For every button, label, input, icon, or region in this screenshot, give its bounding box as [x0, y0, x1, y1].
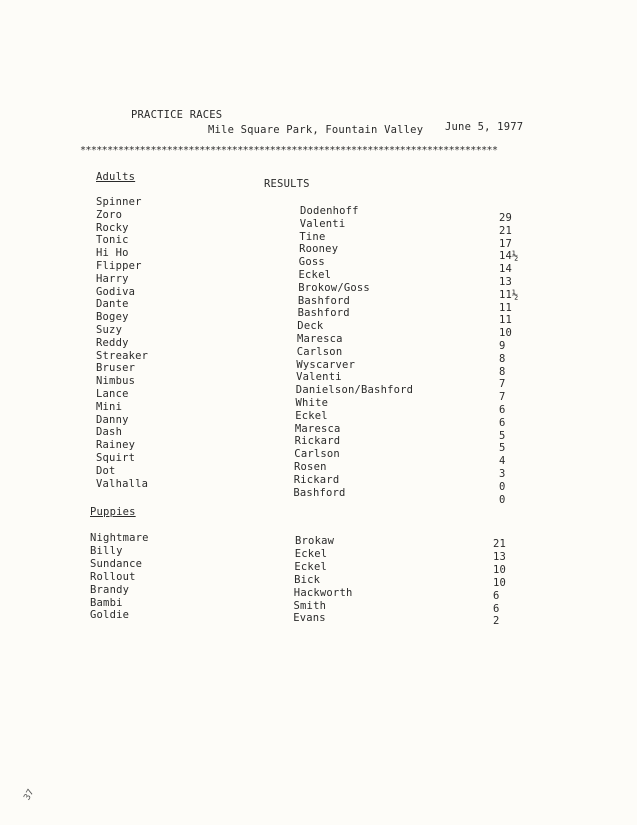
entry-score: 10	[493, 563, 507, 576]
entry-name: Dot	[96, 464, 116, 477]
entry-owner: Bashford	[297, 307, 350, 320]
date-line: June 5, 1977	[445, 121, 524, 133]
corner-page-mark: 37	[22, 787, 37, 803]
entry-name: Nightmare	[90, 532, 149, 544]
entry-score: 7	[499, 391, 506, 404]
entry-score: 17	[499, 237, 513, 250]
entry-name: Tonic	[96, 234, 129, 247]
entry-score: 8	[499, 352, 506, 365]
entry-owner: Dodenhoff	[300, 205, 359, 217]
entry-name: Godiva	[96, 285, 136, 298]
adults-heading: Adults	[96, 171, 136, 183]
entry-owner: Eckel	[294, 560, 327, 573]
entry-score: 5	[499, 442, 506, 455]
entry-score: 8	[499, 365, 506, 378]
entry-owner: Wyscarver	[296, 358, 356, 371]
entry-score: 3	[499, 468, 506, 480]
entry-owner: Rosen	[294, 461, 327, 473]
entry-name: Rainey	[96, 439, 136, 452]
entry-score: 9	[499, 340, 506, 352]
entry-name: Nimbus	[96, 375, 136, 388]
entry-score: 0	[499, 493, 506, 506]
entry-score: 6	[493, 602, 500, 615]
entry-name: Flipper	[96, 260, 142, 272]
entry-owner: Bashford	[297, 294, 351, 307]
entry-name: Squirt	[96, 452, 136, 464]
location-line: Mile Square Park, Fountain Valley	[208, 124, 424, 136]
entry-name: Suzy	[96, 324, 123, 336]
entry-score: 14	[499, 263, 513, 276]
entry-name: Streaker	[96, 349, 149, 362]
entry-score: 11	[499, 301, 513, 314]
entry-score: 2	[493, 615, 500, 628]
puppies-heading: Puppies	[90, 506, 136, 518]
entry-name: Harry	[96, 272, 129, 285]
entry-owner: Bick	[294, 573, 321, 586]
entry-score: 11	[499, 314, 513, 327]
entry-owner: Carlson	[296, 345, 343, 358]
entry-score: 6	[499, 416, 506, 429]
entry-score: 6	[499, 404, 506, 416]
entry-score: 21	[499, 224, 513, 237]
entry-name: Brandy	[90, 583, 130, 596]
entry-score: 6	[493, 589, 500, 602]
entry-owner: Maresca	[294, 422, 341, 435]
entry-score: 14½	[499, 250, 519, 263]
entry-owner: Eckel	[298, 269, 332, 281]
entry-name: Valhalla	[96, 477, 149, 490]
entry-owner: Rickard	[293, 473, 340, 486]
entry-score: 11½	[499, 288, 519, 301]
entry-score: 29	[499, 212, 513, 224]
entry-owner: Hackworth	[293, 586, 353, 599]
entry-owner: Carlson	[294, 448, 340, 461]
entry-name: Bruser	[96, 362, 136, 375]
entry-name: Mini	[96, 400, 123, 413]
entry-score: 21	[493, 538, 507, 550]
entry-owner: Valenti	[296, 371, 342, 384]
results-heading: RESULTS	[264, 178, 310, 190]
entry-name: Rocky	[96, 221, 129, 234]
practice-races-title: PRACTICE RACES	[131, 109, 223, 121]
entry-owner: Danielson/Bashford	[295, 384, 414, 397]
entry-owner: Brokow/Goss	[298, 281, 370, 294]
entry-owner: Deck	[297, 320, 324, 333]
entry-name: Zoro	[96, 208, 123, 221]
entry-owner: Valenti	[299, 217, 346, 230]
entry-owner: White	[295, 397, 329, 409]
entry-owner: Rooney	[299, 243, 339, 256]
entry-score: 5	[499, 429, 506, 442]
entry-name: Reddy	[96, 336, 129, 349]
entry-owner: Maresca	[297, 333, 343, 345]
entry-name: Bambi	[90, 596, 123, 609]
entry-score: 10	[499, 327, 513, 340]
entry-name: Danny	[96, 413, 129, 426]
entry-owner: Brokaw	[295, 535, 335, 547]
entry-name: Dash	[96, 426, 123, 439]
entry-score: 0	[499, 480, 506, 493]
entry-name: Rollout	[90, 570, 136, 583]
entry-name: Bogey	[96, 311, 129, 324]
entry-score: 7	[499, 378, 506, 391]
entry-name: Hi Ho	[96, 247, 129, 260]
entry-owner: Eckel	[295, 409, 328, 422]
entry-score: 4	[499, 455, 506, 468]
entry-score: 13	[493, 550, 507, 563]
entry-owner: Tine	[299, 230, 326, 243]
entry-score: 10	[493, 576, 507, 589]
entry-name: Dante	[96, 298, 129, 311]
entry-name: Sundance	[90, 557, 143, 570]
entry-name: Spinner	[96, 196, 142, 208]
entry-name: Lance	[96, 388, 129, 400]
entry-score: 13	[499, 276, 513, 288]
entry-owner: Rickard	[294, 435, 341, 448]
entry-name: Billy	[90, 544, 123, 557]
entry-owner: Evans	[293, 612, 326, 625]
entry-name: Goldie	[90, 609, 130, 622]
separator-line: *****************************************************************************	[80, 145, 498, 156]
entry-owner: Goss	[298, 256, 325, 269]
entry-owner: Smith	[293, 599, 327, 612]
entry-owner: Bashford	[293, 486, 346, 499]
entry-owner: Eckel	[294, 547, 328, 560]
